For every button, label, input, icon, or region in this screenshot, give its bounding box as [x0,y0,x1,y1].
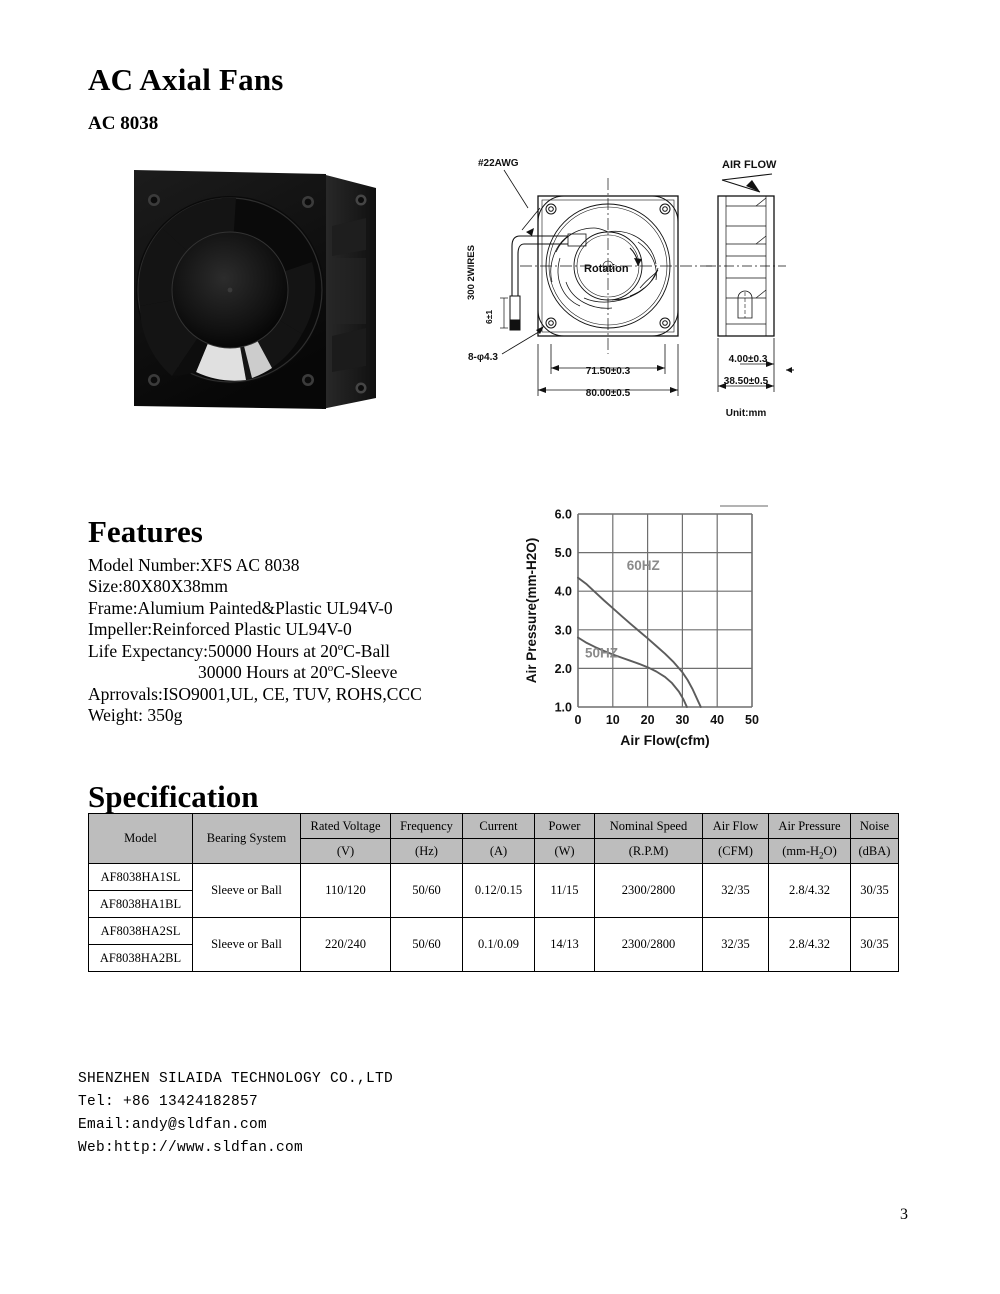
front-view [500,170,712,396]
cell-nominal-speed: 2300/2800 [595,918,703,972]
table-row [89,918,899,945]
col-unit-speed: (R.P.M) [595,839,703,864]
model-series-subtitle: AC 8038 [88,113,159,134]
table-header-row-name [89,814,899,839]
feature-life-sleeve [88,662,518,684]
cell-air-flow: 32/35 [703,864,769,918]
cell-air-pressure: 2.8/4.32 [769,864,851,918]
cell-nominal-speed: 2300/2800 [595,864,703,918]
page-number: 3 [900,1206,908,1223]
feature-frame: Frame:Alumium Painted&Plastic UL94V-0 [88,597,393,618]
page-title: AC Axial Fans [88,62,284,97]
footer-contact [78,1068,393,1160]
wire-gauge-label: #22AWG [478,158,519,169]
lead-tolerance-label: 6±1 [484,309,494,324]
x-tick-label: 50 [745,713,759,727]
hole-pitch-dimension: 71.50±0.3 [585,366,631,377]
feature-size: Size:80X80X38mm [88,576,228,597]
col-unit-current: (A) [463,839,535,864]
col-header-current: Current [463,814,535,839]
features-heading: Features [88,514,203,549]
footer-web: Web:http://www.sldfan.com [78,1140,304,1156]
cell-current: 0.1/0.09 [463,918,535,972]
life-sleeve-prefix: 30000 Hours at 20 [198,662,328,683]
x-tick-label: 10 [605,713,620,727]
cell-model: AF8038HA1SL [89,864,193,891]
life-ball-prefix: Life Expectancy:50000 Hours at 20 [88,640,338,661]
wire-length-label: 300 2WIRES [466,245,477,300]
col-header-pressure: Air Pressure [769,814,851,839]
rotation-label: Rotation [584,263,629,275]
col-unit-frequency: (Hz) [391,839,463,864]
col-header-frequency: Frequency [391,814,463,839]
fan-product-photo [126,166,384,416]
cell-model: AF8038HA2BL [89,945,193,972]
col-header-airflow: Air Flow [703,814,769,839]
feature-impeller: Impeller:Reinforced Plastic UL94V-0 [88,619,352,640]
x-axis-label: Air Flow(cfm) [620,732,710,748]
col-unit-noise: (dBA) [851,839,899,864]
footer-email: Email:andy@sldfan.com [78,1117,268,1133]
cell-air-flow: 32/35 [703,918,769,972]
footer-company: SHENZHEN SILAIDA TECHNOLOGY CO.,LTD [78,1071,394,1087]
cell-frequency: 50/60 [391,864,463,918]
y-tick-label: 3.0 [554,623,572,638]
hole-spec-label: 8-φ4.3 [468,352,498,363]
life-ball-suffix: C-Ball [343,640,390,661]
col-header-speed: Nominal Speed [595,814,703,839]
life-sleeve-suffix: C-Sleeve [333,662,398,683]
y-tick-label: 2.0 [554,661,572,676]
y-tick-label: 5.0 [554,546,572,561]
x-tick-label: 20 [640,713,655,727]
col-header-bearing: Bearing System [193,814,301,864]
cell-noise: 30/35 [851,918,899,972]
cell-air-pressure: 2.8/4.32 [769,918,851,972]
feature-approvals: Aprrovals:ISO9001,UL, CE, TUV, ROHS,CCC [88,683,422,704]
cell-voltage: 110/120 [301,864,391,918]
cell-noise: 30/35 [851,864,899,918]
depth-dimension: 38.50±0.5 [723,376,769,387]
feature-life-ball [88,641,518,663]
specification-table [88,813,899,972]
feature-weight: Weight: 350g [88,705,183,726]
series-label-60hz: 60HZ [626,557,660,573]
degree-symbol: o [327,662,334,675]
cell-current: 0.12/0.15 [463,864,535,918]
y-tick-label: 4.0 [554,584,572,599]
y-tick-label: 6.0 [554,507,572,522]
col-unit-voltage: (V) [301,839,391,864]
performance-chart [520,495,820,755]
series-label-50hz: 50HZ [584,645,618,661]
cell-bearing-system: Sleeve or Ball [193,864,301,918]
cell-model: AF8038HA2SL [89,918,193,945]
specification-heading: Specification [88,779,259,814]
x-tick-label: 40 [710,713,725,727]
cell-voltage: 220/240 [301,918,391,972]
x-tick-label: 0 [574,713,582,727]
air-flow-direction-label: AIR FLOW [722,159,777,171]
col-header-voltage: Rated Voltage [301,814,391,839]
footer-tel: Tel: +86 13424182857 [78,1094,259,1110]
degree-symbol: o [337,640,344,653]
col-header-model: Model [89,814,193,864]
x-tick-label: 30 [675,713,690,727]
feature-model-number: Model Number:XFS AC 8038 [88,554,300,575]
y-axis-label: Air Pressure(mm-H2O) [524,537,539,684]
cell-power: 11/15 [535,864,595,918]
col-unit-pressure: $(mm-H_2O)$ [769,839,851,864]
flange-dimension: 4.00±0.3 [728,354,768,365]
col-unit-airflow: (CFM) [703,839,769,864]
col-header-power: Power [535,814,595,839]
col-header-noise: Noise [851,814,899,839]
y-tick-label: 1.0 [554,700,572,715]
cell-model: AF8038HA1BL [89,891,193,918]
features-section [88,516,518,727]
engineering-drawing [460,148,825,423]
unit-note: Unit:mm [725,408,767,419]
cell-frequency: 50/60 [391,918,463,972]
frame-size-dimension: 80.00±0.5 [585,388,631,399]
cell-power: 14/13 [535,918,595,972]
cell-bearing-system: Sleeve or Ball [193,918,301,972]
col-unit-power: (W) [535,839,595,864]
table-row [89,864,899,891]
